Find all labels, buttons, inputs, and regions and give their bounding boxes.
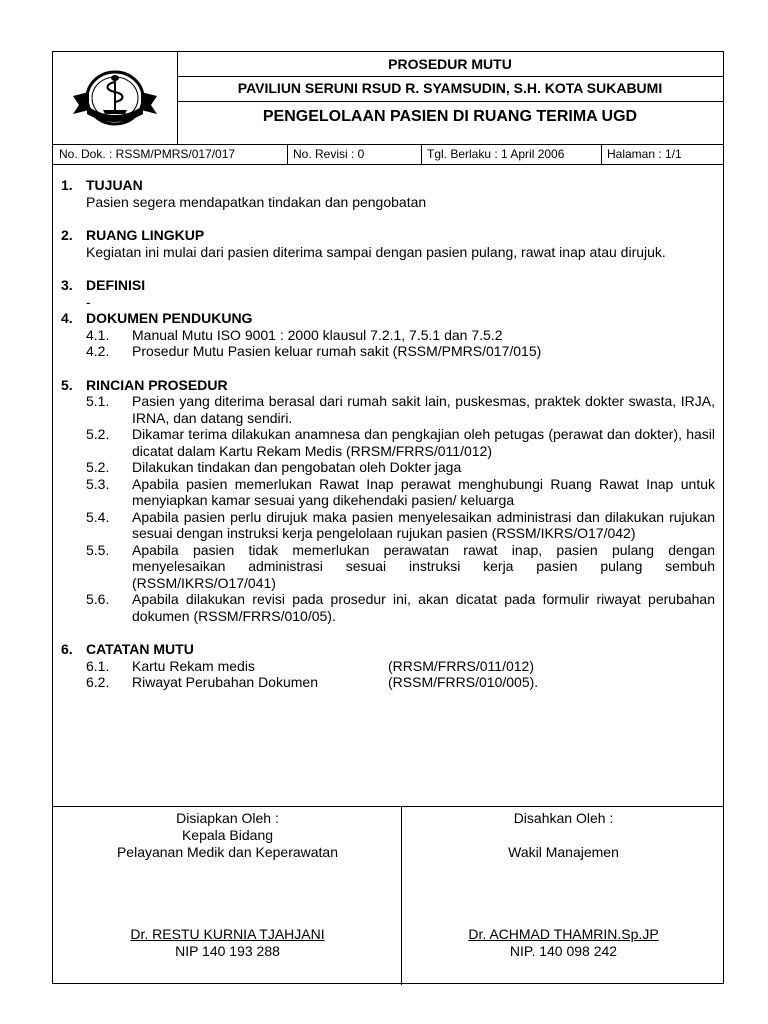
list-item: 5.6. Apabila dilakukan revisi pada prosedur ini, akan dicatat pada formulir riwayat perubahan dokumen (RSSM/FRRS/010/05). — [86, 591, 715, 624]
section-text: Kegiatan ini mulai dari pasien diterima sampai dengan pasien pulang, rawat inap atau dirujuk. — [86, 243, 666, 260]
prepared-heading: Disiapkan Oleh : — [176, 810, 279, 826]
prepared-by-block — [60, 810, 395, 861]
section-heading: 4. DOKUMEN PENDUKUNG — [61, 310, 253, 326]
document-type-title: PROSEDUR MUTU — [388, 56, 512, 72]
section-text: Pasien segera mendapatkan tindakan dan pengobatan — [86, 193, 427, 210]
document-frame — [52, 51, 724, 984]
section-heading: 1. TUJUAN — [61, 177, 143, 193]
section-catatan-mutu — [61, 641, 715, 691]
approved-heading: Disahkan Oleh : — [513, 810, 614, 826]
list-item: 5.2. Dilakukan tindakan dan pengobatan oleh Dokter jaga — [86, 459, 462, 475]
institution-name: PAVILIUN SERUNI RSUD R. SYAMSUDIN, S.H. KOTA SUKABUMI — [237, 80, 663, 96]
section-dokumen-pendukung — [61, 310, 715, 360]
section-heading: 6. CATATAN MUTU — [61, 641, 194, 657]
revision-number: No. Revisi : 0 — [293, 147, 365, 161]
list-item: 5.2. Dikamar terima dilakukan anamnesa dan pengkajian oleh petugas (perawat dan dokter), hasil dicatat dalam Kartu Rekam Medis (RRSM/FRRS/011/012) — [86, 426, 715, 459]
section-tujuan — [61, 177, 715, 210]
doc-number: No. Dok. : RSSM/PMRS/017/017 — [59, 147, 236, 161]
list-item: 4.1. Manual Mutu ISO 9001 : 2000 klausul 7.2.1, 7.5.1 dan 7.5.2 — [86, 326, 503, 343]
list-item: 5.3. Apabila pasien memerlukan Rawat Inap perawat menghubungi Ruang Rawat Inap untuk menyiapkan kamar sesuai yang dikehendaki pasien/ keluarga — [86, 475, 715, 508]
section-heading: 2. RUANG LINGKUP — [61, 227, 205, 243]
prepared-signatory — [60, 926, 395, 960]
approved-role — [396, 827, 731, 844]
approved-title: Wakil Manajemen — [508, 844, 619, 860]
procedure-body — [61, 177, 715, 708]
approved-by-block — [396, 810, 731, 861]
hospital-emblem-icon — [69, 66, 161, 130]
list-item: 5.4. Apabila pasien perlu dirujuk maka pasien menyelesaikan administrasi dan dilakukan rujukan sesuai dengan instruksi kerja pengelolaan rujukan pasien (RSSM/IKRS/O17/042) — [86, 508, 715, 541]
signature-rule — [53, 806, 723, 807]
prepared-role: Kepala Bidang — [181, 827, 274, 843]
section-heading: 5. RINCIAN PROSEDUR — [61, 376, 228, 393]
page-number: Halaman : 1/1 — [607, 147, 682, 161]
effective-date: Tgl. Berlaku : 1 April 2006 — [427, 147, 565, 161]
section-ruang-lingkup — [61, 227, 715, 260]
meta-rule — [53, 164, 723, 165]
prepared-nip: NIP 140 193 288 — [175, 943, 280, 959]
approved-nip: NIP. 140 098 242 — [509, 943, 618, 959]
section-heading: 3. DEFINISI — [61, 277, 146, 293]
procedure-title: PENGELOLAAN PASIEN DI RUANG TERIMA UGD — [262, 108, 638, 125]
list-item: 4.2. Prosedur Mutu Pasien keluar rumah sakit (RSSM/PMRS/017/015) — [86, 343, 542, 359]
list-item: 6.1. Kartu Rekam medis (RRSM/FRRS/011/012) — [86, 657, 535, 674]
list-item: 5.5. Apabila pasien tidak memerlukan perawatan rawat inap, pasien pulang dengan menyelesaikan administrasi sesuai instruksi kerja pasien pulang sembuh (RSSM/IKRS/O17/041) — [86, 541, 715, 591]
prepared-department: Pelayanan Medik dan Keperawatan — [116, 844, 339, 860]
section-definisi — [61, 277, 715, 310]
section-text: - — [86, 293, 91, 310]
prepared-name: Dr. RESTU KURNIA TJAHJANI — [130, 926, 325, 942]
section-rincian-prosedur — [61, 377, 715, 625]
logo-cell — [53, 52, 177, 144]
approved-signatory — [396, 926, 731, 960]
list-item: 6.2. Riwayat Perubahan Dokumen (RSSM/FRRS/010/005). — [86, 674, 539, 690]
list-item: 5.1. Pasien yang diterima berasal dari rumah sakit lain, puskesmas, praktek dokter swasta, IRJA, IRNA, dan datang sendiri. — [86, 393, 715, 426]
approved-name: Dr. ACHMAD THAMRIN.Sp.JP — [468, 926, 659, 942]
